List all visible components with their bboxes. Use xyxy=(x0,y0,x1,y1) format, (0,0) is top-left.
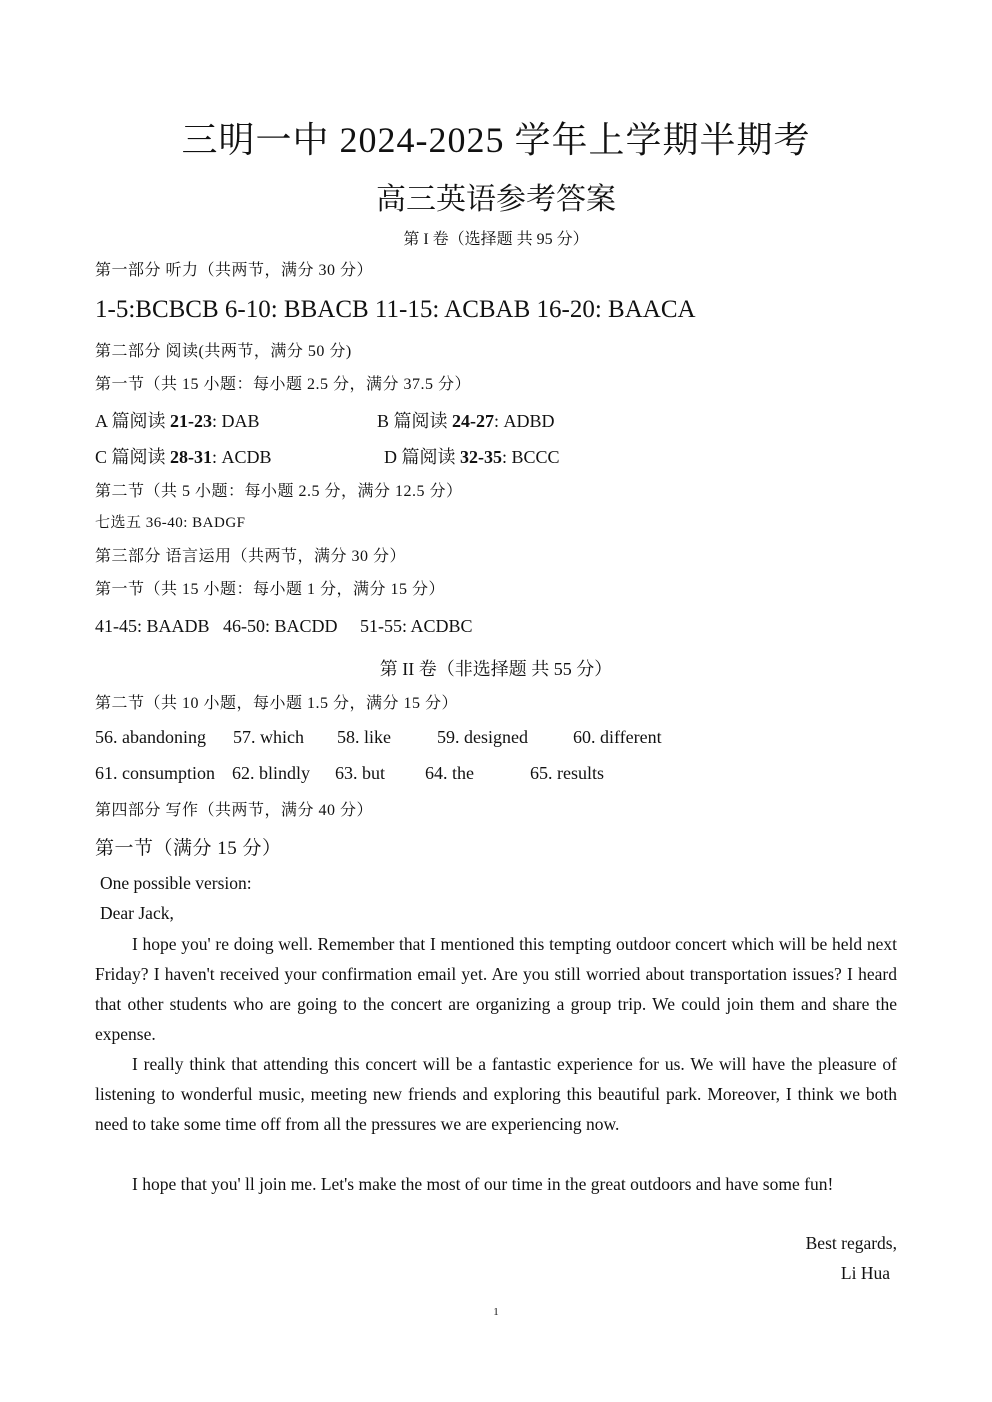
part4-section1: 第一节（满分 15 分） xyxy=(95,838,282,859)
letter-signature: Li Hua xyxy=(840,1263,890,1283)
letter-greeting: Dear Jack, xyxy=(100,903,174,923)
reading-c-answers: C 篇阅读 28-31: ACDB xyxy=(95,447,272,467)
part3-answers: 41-45: BAADB 46-50: BACDD 51-55: ACDBC xyxy=(95,616,473,636)
fill-answer-60: 60. different xyxy=(573,727,662,747)
fill-answer-61: 61. consumption xyxy=(95,763,215,783)
reading-a-answers: A 篇阅读 21-23: DAB xyxy=(95,411,260,431)
fill-answer-64: 64. the xyxy=(425,763,474,783)
part2-section2: 第二节（共 5 小题：每小题 2.5 分，满分 12.5 分） xyxy=(95,483,463,500)
part3-section2: 第二节（共 10 小题，每小题 1.5 分，满分 15 分） xyxy=(95,695,459,712)
document-title: 三明一中 2024-2025 学年上学期半期考 xyxy=(181,120,811,160)
letter-paragraph-2: I really think that attending this concert will be a fantastic experience for us. We will have the pleasure of listening to wonderful music, meeting new friends and exploring this beautiful park. Moreover, I think we both need to take some time off from all the pressures we are experiencing now. xyxy=(95,1054,897,1134)
fill-answer-62: 62. blindly xyxy=(232,763,311,783)
volume-2-heading: 第 II 卷（非选择题 共 55 分） xyxy=(379,659,613,679)
volume-1-heading: 第 I 卷（选择题 共 95 分） xyxy=(403,231,589,248)
version-label: One possible version: xyxy=(100,873,252,893)
reading-d-answers: D 篇阅读 32-35: BCCC xyxy=(384,447,560,467)
part1-answers: 1-5:BCBCB 6-10: BBACB 11-15: ACBAB 16-20: BAACA xyxy=(95,296,696,323)
part4-heading: 第四部分 写作（共两节，满分 40 分） xyxy=(95,802,374,819)
letter-closing: Best regards, xyxy=(805,1233,897,1253)
part2-section1: 第一节（共 15 小题：每小题 2.5 分，满分 37.5 分） xyxy=(95,376,472,393)
fill-answer-63: 63. but xyxy=(335,763,386,783)
document-subtitle: 高三英语参考答案 xyxy=(376,183,616,216)
fill-answer-57: 57. which xyxy=(233,727,304,747)
part2-heading: 第二部分 阅读(共两节，满分 50 分) xyxy=(95,343,352,360)
page-number: 1 xyxy=(493,1306,499,1318)
seven-choose-five-answers: 七选五 36-40: BADGF xyxy=(95,515,246,531)
fill-answer-65: 65. results xyxy=(530,763,604,783)
letter-paragraph-3: I hope that you' ll join me. Let's make the most of our time in the great outdoors and have some fun! xyxy=(132,1174,834,1194)
fill-answer-59: 59. designed xyxy=(437,727,528,747)
letter-paragraph-1: I hope you' re doing well. Remember that I mentioned this tempting outdoor concert which will be held next Friday? I haven't received your confirmation email yet. Are you still worried about transportation issues? I heard that other students who are going to the concert are organizing a group trip. We could join them and share the expense. xyxy=(95,934,897,1044)
part1-heading: 第一部分 听力（共两节，满分 30 分） xyxy=(95,262,374,279)
part3-section1: 第一节（共 15 小题：每小题 1 分，满分 15 分） xyxy=(95,581,446,598)
part3-heading: 第三部分 语言运用（共两节，满分 30 分） xyxy=(95,548,407,565)
fill-answer-56: 56. abandoning xyxy=(95,727,206,747)
reading-b-answers: B 篇阅读 24-27: ADBD xyxy=(377,411,555,431)
fill-answer-58: 58. like xyxy=(337,727,391,747)
